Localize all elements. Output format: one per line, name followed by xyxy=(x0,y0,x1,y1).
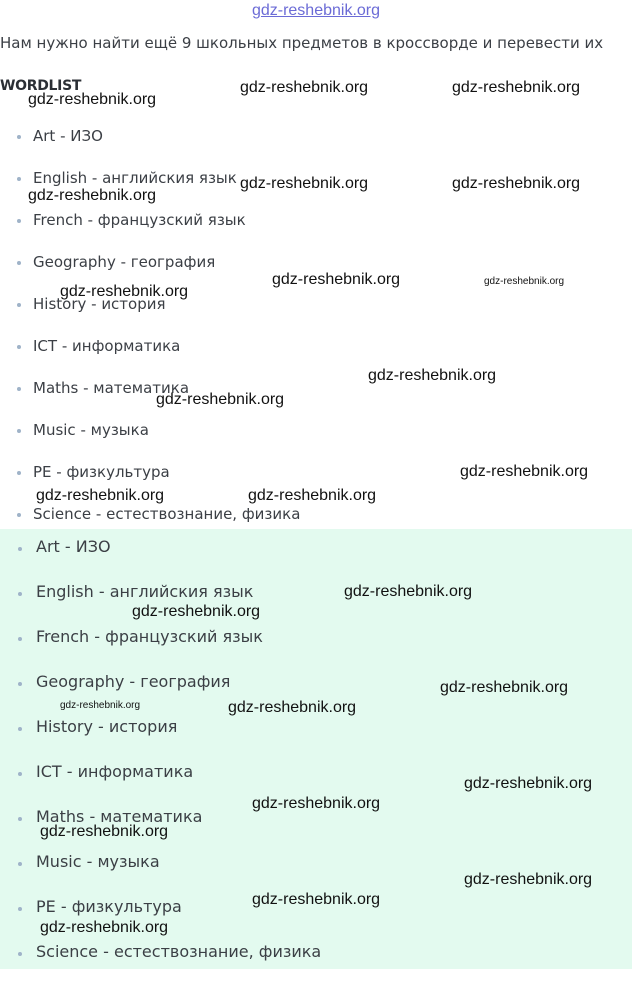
bullet-icon xyxy=(18,727,22,731)
watermark: gdz-reshebnik.org xyxy=(452,79,581,96)
watermark: gdz-reshebnik.org xyxy=(40,919,169,936)
watermark: gdz-reshebnik.org xyxy=(344,583,473,600)
bullet-icon xyxy=(18,637,22,641)
intro-text: Нам нужно найти ещё 9 школьных предметов в кроссворде и перевести их xyxy=(0,34,604,52)
bullet-icon xyxy=(18,952,22,956)
watermark: gdz-reshebnik.org xyxy=(240,175,369,192)
watermark: gdz-reshebnik.org xyxy=(272,271,401,288)
bullet-icon xyxy=(18,862,22,866)
bullet-icon xyxy=(18,682,22,686)
site-link[interactable]: gdz-reshebnik.org xyxy=(251,2,381,19)
watermark: gdz-reshebnik.org xyxy=(28,91,157,108)
bullet-icon xyxy=(18,817,22,821)
watermark: gdz-reshebnik.org xyxy=(464,871,593,888)
watermark: gdz-reshebnik.org xyxy=(156,391,285,408)
watermark: gdz-reshebnik.org xyxy=(252,891,381,908)
watermark: gdz-reshebnik.org xyxy=(240,79,369,96)
bullet-icon xyxy=(17,219,21,223)
bullet-icon xyxy=(18,907,22,911)
watermark: gdz-reshebnik.org xyxy=(248,487,377,504)
bullet-icon xyxy=(18,772,22,776)
watermark: gdz-reshebnik.org xyxy=(36,487,165,504)
bullet-icon xyxy=(18,592,22,596)
watermark: gdz-reshebnik.org xyxy=(452,175,581,192)
watermark: gdz-reshebnik.org xyxy=(252,795,381,812)
watermark: gdz-reshebnik.org xyxy=(132,603,261,620)
watermark: gdz-reshebnik.org xyxy=(60,283,189,300)
watermark: gdz-reshebnik.org xyxy=(28,187,157,204)
bullet-icon xyxy=(18,547,22,551)
bullet-icon xyxy=(17,513,21,517)
watermark: gdz-reshebnik.org xyxy=(40,823,169,840)
bullet-icon xyxy=(17,177,21,181)
bullet-icon xyxy=(17,429,21,433)
watermark: gdz-reshebnik.org xyxy=(368,367,497,384)
bullet-icon xyxy=(17,303,21,307)
wordlist-title: WORDLIST xyxy=(0,78,82,94)
bullet-icon xyxy=(17,261,21,265)
watermark: gdz-reshebnik.org xyxy=(460,463,589,480)
bullet-icon xyxy=(17,387,21,391)
bullet-icon xyxy=(17,135,21,139)
bullet-icon xyxy=(17,345,21,349)
watermark: gdz-reshebnik.org xyxy=(60,700,141,711)
watermark: gdz-reshebnik.org xyxy=(440,679,569,696)
bullet-icon xyxy=(17,471,21,475)
watermark: gdz-reshebnik.org xyxy=(464,775,593,792)
watermark: gdz-reshebnik.org xyxy=(484,276,565,287)
watermark: gdz-reshebnik.org xyxy=(228,699,357,716)
